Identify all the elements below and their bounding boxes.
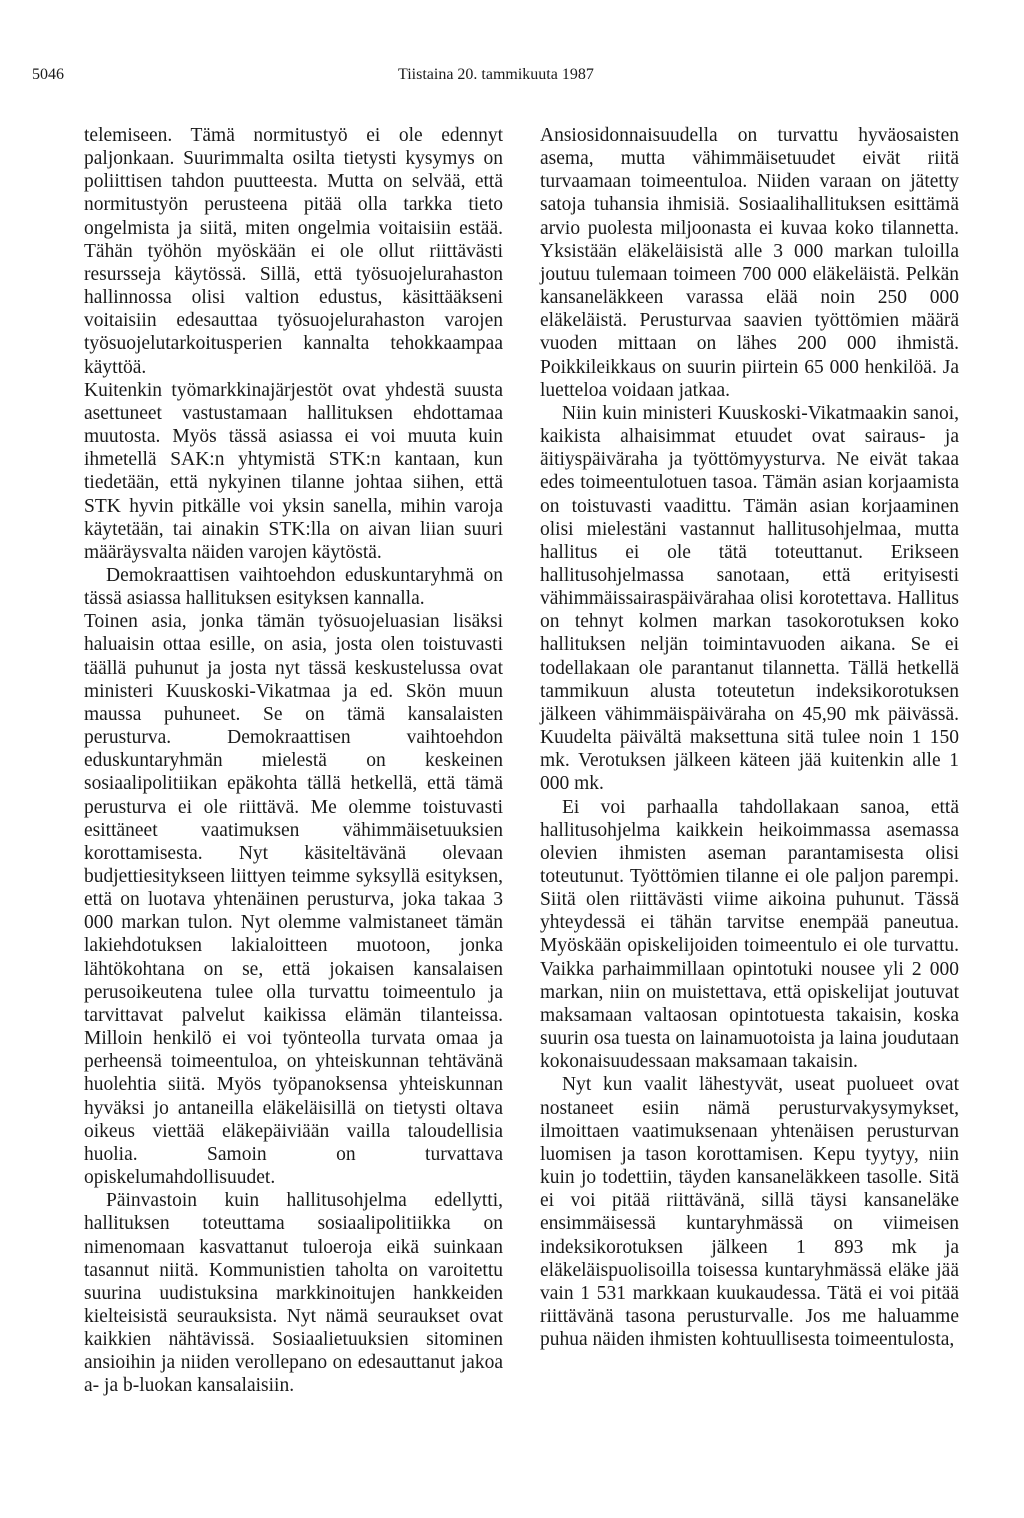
paragraph: Ansiosidonnaisuudella on turvattu hyväosaisten asema, mutta vähimmäisetuudet eivät riitä turvaamaan toimeentuloa. Niiden varaan on jätetty satoja tuhansia ihmisiä. Sosiaalihallituksen esittämä arvio puolesta miljoonasta ei kuvaa koko tilannetta. Yksistään eläkeläisistä alle 3 000 markan tuloilla joutuu tulemaan toimeen 700 000 eläkeläistä. Pelkän kansaneläkkeen varassa elää noin 250 000 eläkeläistä. Perusturvaa saavien työttömien määrä vuoden mittaan on lähes 200 000 ihmistä. Poikkileikkaus on suurin piirtein 65 000 henkilöä. Ja luetteloa voidaan jatkaa. (540, 125, 959, 401)
paragraph: Toinen asia, jonka tämän työsuojeluasian lisäksi haluaisin ottaa esille, on asia, josta olen toistuvasti täällä puhunut ja josta nyt tässä keskustelussa ovat ministeri Kuuskoski-Vikatmaa ja ed. Skön muun maussa puhuneet. Se on tämä kansalaisten perusturva. Demokraattisen vaihtoehdon eduskuntaryhmän mielestä on keskeinen sosiaalipolitiikan epäkohta tällä hetkellä, että tämä perusturva ei ole riittävä. Me olemme toistuvasti esittäneet vaatimuksen vähimmäisetuuksien korottamisesta. Nyt käsiteltävänä olevaan budjettiesitykseen liittyen teimme syksyllä esityksen, että on luotava yhtenäinen perusturva, joka takaa 3 000 markan tulon. Nyt olemme valmistaneet tämän lakiehdotuksen lakialoitteen muotoon, jonka lähtökohtana on se, että jokaisen kansalaisen perusoikeutena tulee olla turvattu toimeentulo ja tarvittavat palvelut kaikissa elämän tilanteissa. Milloin henkilö ei voi työnteolla turvata omaa ja perheensä toimeentuloa, on yhteiskunnan tehtävänä huolehtia siitä. Myös työpanoksensa yhteiskunnan hyväksi jo antaneilla eläkeläisillä on tietysti oltava oikeus viettää eläkepäiviään vailla taloudellisia huolia. Samoin on turvattava opiskelumahdollisuudet. (84, 611, 503, 1189)
right-column (540, 124, 959, 1351)
paragraph: Kuitenkin työmarkkinajärjestöt ovat yhdestä suusta asettuneet vastustamaan hallituksen ehdottamaa muutosta. Myös tässä asiassa ei voi muuta kuin ihmetellä SAK:n yhtymistä STK:n kantaan, kun tiedetään, että nykyinen tilanne johtaa siihen, että STK hyvin pitkälle voi yksin sanella, mihin varoja käytetään, tai ainakin STK:lla on aivan liian suuri määräysvalta näiden varojen käytöstä. (84, 379, 503, 563)
paragraph: Nyt kun vaalit lähestyvät, useat puolueet ovat nostaneet esiin nämä perusturvakysymykset, ilmoittaen vaatimuksenaan yhtenäisen perusturvan luomisen ja tason korottamisen. Kepu tyytyy, niin kuin jo todettiin, täyden kansaneläkkeen tasolle. Sitä ei voi pitää riittävänä, sillä täysi kansaneläke ensimmäisessä kuntaryhmässä on viimeisen indeksikorotuksen jälkeen 1 893 mk ja eläkeläispuolisoilla toisessa kuntaryhmässä eläke jää vain 1 531 markkaan kuukaudessa. Tätä ei voi pitää riittävänä tasona perusturvalle. Jos me haluamme puhua näiden ihmisten kohtuullisesta toimeentulosta, (540, 1074, 959, 1351)
paragraph: Demokraattisen vaihtoehdon eduskuntaryhmä on tässä asiassa hallituksen esityksen kannalla. (84, 564, 503, 610)
paragraph: telemiseen. Tämä normitustyö ei ole edennyt paljonkaan. Suurimmalta osilta tietysti kysymys on poliittisen tahdon puutteesta. Mutta on selvää, että normitustyön perusteena pitää olla tarkka tieto ongelmista ja siitä, miten ongelmia voitaisiin estää. Tähän työhön myöskään ei ole ollut riittävästi resursseja käytössä. Sillä, että työsuojelurahaston hallinnossa olisi valtion edustus, käsittääkseni voitaisiin edesauttaa työsuojelurahaston varojen työsuojelutarkoitusperien kannalta tehokkaampaa käyttöä. (84, 125, 503, 378)
paragraph: Niin kuin ministeri Kuuskoski-Vikatmaakin sanoi, kaikista alhaisimmat etuudet ovat sairaus- ja äitiyspäiväraha ja työttömyysturva. Ne eivät takaa edes toimeentulotuen tasoa. Tämän asian korjaamista on toistuvasti vaadittu. Tämän asian korjaaminen olisi mielestäni vastannut hallitusohjelmaa, mutta hallitus ei ole tätä toteuttanut. Erikseen hallitusohjelmassa sanotaan, että erityisesti vähimmäissairaspäivärahaa olisi korotettava. Hallitus on tehnyt kolmen markan tasokorotuksen koko hallituksen neljän toimintavuoden aikana. Se ei todellakaan ole parantanut tilannetta. Tällä hetkellä tammikuun alusta toteutetun indeksikorotuksen jälkeen vähimmäispäiväraha on 45,90 mk päivässä. Kuudelta päivältä maksettuna sitä tulee noin 1 150 mk. Verotuksen jälkeen käteen jää kuitenkin alle 1 000 mk. (540, 402, 959, 795)
paragraph: Ei voi parhaalla tahdollakaan sanoa, että hallitusohjelma kaikkein heikoimmassa asemassa olevien ihmisten aseman parantamisesta olisi toteutunut. Työttömien tilanne ei ole paljon parempi. Siitä olen riittävästi viime aikoina puhunut. Tässä yhteydessä ei tähän tarvitse enempää paneutua. Myöskään opiskelijoiden toimeentulo ei ole turvattu. Vaikka parhaimmillaan opintotuki nousee yli 2 000 markan, niin on muistettava, että opiskelijat joutuvat maksamaan valtaosan opintotuesta takaisin, koska suurin osa tuesta on lainamuotoista ja laina joudutaan kokonaisuudessaan maksamaan takaisin. (540, 796, 959, 1073)
paragraph: Päinvastoin kuin hallitusohjelma edellytti, hallituksen toteuttama sosiaalipolitiikka on nimenomaan kasvattanut tuloeroja eikä suinkaan tasannut niitä. Kommunistien taholta on varoitettu suurina uudistuksina markkinoitujen hankkeiden kielteisistä seurauksista. Nyt nämä seuraukset ovat kaikkien nähtävissä. Sosiaalietuuksien sitominen ansioihin ja niiden verollepano on edesauttanut jakoa a- ja b-luokan kansalaisiin. (84, 1190, 503, 1397)
page-number: 5046 (32, 66, 64, 83)
page-date: Tiistaina 20. tammikuuta 1987 (398, 66, 594, 83)
left-column (84, 124, 503, 1398)
